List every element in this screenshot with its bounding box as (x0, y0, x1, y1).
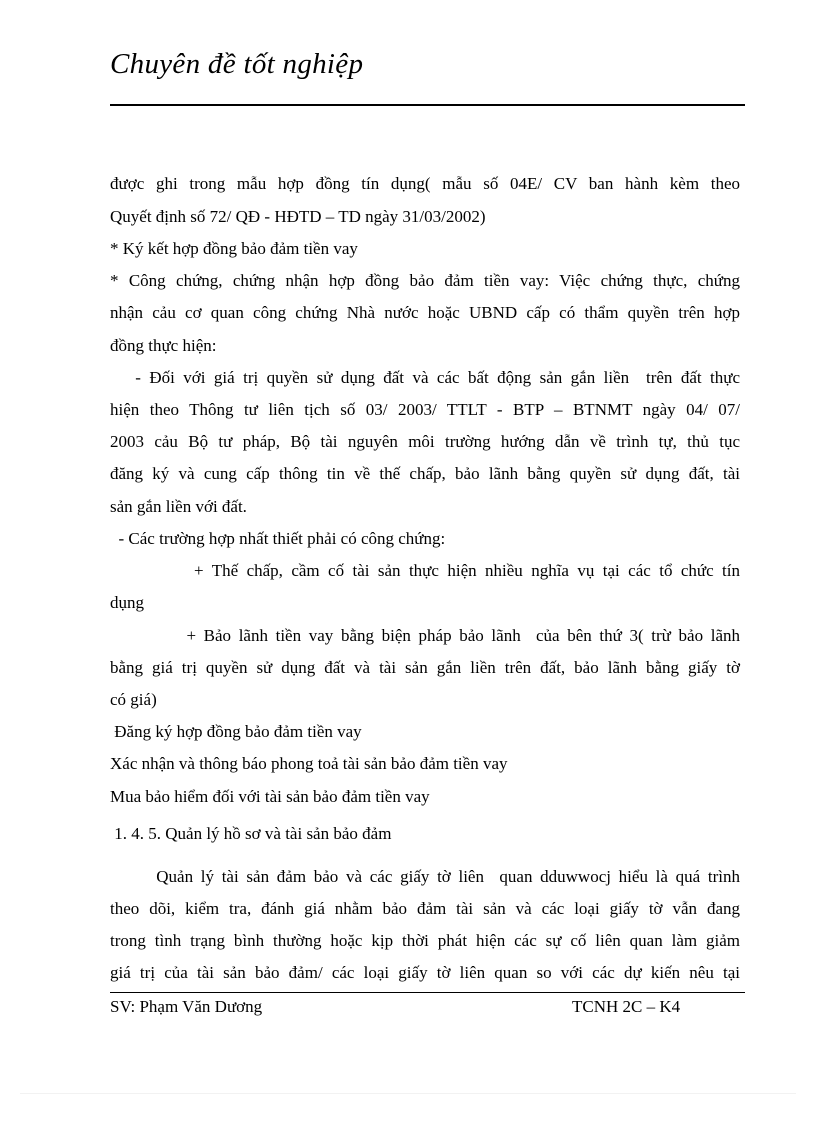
footer-author: SV: Phạm Văn Dương (110, 997, 263, 1016)
text-line: + Bảo lãnh tiền vay bằng biện pháp bảo lãnh của bên thứ 3( trừ bảo lãnh (110, 626, 740, 645)
text-line: hiện theo Thông tư liên tịch số 03/ 2003/ TTLT - BTP – BTNMT ngày 04/ 07/ (110, 400, 740, 419)
text-line: bằng giá trị quyền sử dụng đất và tài sản gắn liền trên đất, bảo lãnh bằng giấy tờ (110, 658, 740, 677)
text-line: sản gắn liền với đất. (110, 497, 247, 516)
footer-divider (110, 992, 745, 993)
text-line: * Ký kết hợp đồng bảo đảm tiền vay (110, 239, 358, 258)
text-line: giá trị của tài sản bảo đảm/ các loại giấy tờ liên quan so với các dự kiến nêu tại (110, 963, 740, 982)
text-line: Mua bảo hiểm đối với tài sản bảo đảm tiền vay (110, 787, 430, 806)
text-line: Quản lý tài sản đảm bảo và các giấy tờ liên quan dduwwocj hiểu là quá trình (110, 867, 740, 886)
page-header-title: Chuyên đề tốt nghiệp (110, 48, 364, 80)
text-line: nhận cảu cơ quan công chứng Nhà nước hoặc UBND cấp có thẩm quyền trên hợp (110, 303, 740, 322)
page-bottom-edge (20, 1093, 796, 1094)
section-heading: 1. 4. 5. Quản lý hồ sơ và tài sản bảo đảm (110, 824, 392, 843)
text-line: trong tình trạng bình thường hoặc kịp thời phát hiện các sự cố liên quan làm giảm (110, 931, 740, 950)
text-line: có giá) (110, 690, 157, 709)
text-line: 2003 cảu Bộ tư pháp, Bộ tài nguyên môi trường hướng dẫn về trình tự, thủ tục (110, 432, 740, 451)
text-line: Quyết định số 72/ QĐ - HĐTD – TD ngày 31/03/2002) (110, 207, 486, 226)
header-divider (110, 104, 745, 106)
text-line: được ghi trong mẫu hợp đồng tín dụng( mẫu số 04E/ CV ban hành kèm theo (110, 174, 740, 193)
text-line: - Đối với giá trị quyền sử dụng đất và các bất động sản gắn liền trên đất thực (110, 368, 740, 387)
text-line: * Công chứng, chứng nhận hợp đồng bảo đảm tiền vay: Việc chứng thực, chứng (110, 271, 740, 290)
footer-class: TCNH 2C – K4 (572, 997, 681, 1016)
text-line: - Các trường hợp nhất thiết phải có công chứng: (110, 529, 446, 548)
text-line: dụng (110, 593, 144, 612)
text-line: Xác nhận và thông báo phong toả tài sản bảo đảm tiền vay (110, 754, 508, 773)
text-line: đăng ký và cung cấp thông tin về thế chấp, bảo lãnh bằng quyền sử dụng đất, tài (110, 464, 740, 483)
text-line: + Thế chấp, cầm cố tài sản thực hiện nhiều nghĩa vụ tại các tổ chức tín (110, 561, 740, 580)
text-line: đồng thực hiện: (110, 336, 217, 355)
text-line: Đăng ký hợp đồng bảo đảm tiền vay (110, 722, 362, 741)
text-line: theo dõi, kiểm tra, đánh giá nhằm bảo đảm tài sản và các loại giấy tờ vẫn đang (110, 899, 740, 918)
